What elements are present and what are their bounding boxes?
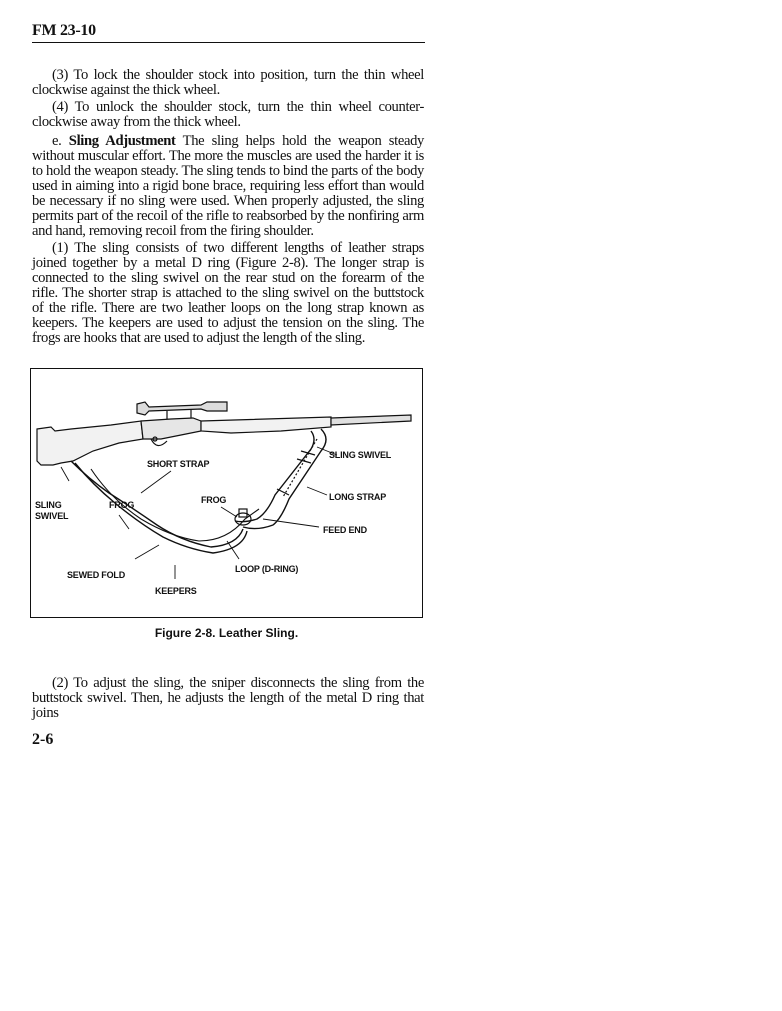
paragraph-3: (3) To lock the shoulder stock into position, turn the thin wheel clockwise against the thick wheel. <box>32 67 424 98</box>
paragraph-e-body: The sling helps hold the weapon steady without muscular effort. The more the muscles are used the harder it is to hold the weapon steady. The sling tends to bind the parts of the body used in aiming into a rigid bone brace, requiring less effort than would be necessary if no sling were used. When properly adjusted, the sling permits part of the recoil of the rifle to reabsorbed by the nonfiring arm and hand, removing recoil from the firing shoulder. <box>32 133 424 239</box>
rifle-barrel <box>331 415 411 425</box>
label-long-strap: LONG STRAP <box>329 492 387 502</box>
paragraph-1: (1) The sling consists of two different lengths of leather straps joined together by a metal D ring (Figure 2-8). The longer strap is connected to the sling swivel on the rear stud on the forearm of the rifle. The shorter strap is attached to the sling swivel on the buttstock of the rifle. There are two leather loops on the long strap known as keepers. The keepers are used to adjust the tension on the sling. The frogs are hooks that are used to adjust the length of the sling. <box>32 240 424 346</box>
rifle-scope <box>137 402 227 415</box>
label-short-strap: SHORT STRAP <box>147 459 210 469</box>
body-text-top <box>32 68 424 350</box>
label-keepers: KEEPERS <box>155 586 197 596</box>
figure-leather-sling <box>30 368 423 618</box>
label-sewed-fold: SEWED FOLD <box>67 570 125 580</box>
manual-number: FM 23-10 <box>32 22 96 39</box>
label-frog-right: FROG <box>201 495 227 505</box>
paragraph-4: (4) To unlock the shoulder stock, turn the thin wheel counter-clockwise away from the thick wheel. <box>32 99 424 130</box>
figure-caption: Figure 2-8. Leather Sling. <box>154 626 299 640</box>
body-text-bottom <box>32 676 424 725</box>
sling-illustration <box>31 369 424 619</box>
d-ring <box>235 513 251 525</box>
sling-adjustment-heading: Sling Adjustment <box>68 133 176 149</box>
label-sling-swivel-left-1: SLING <box>35 500 62 510</box>
page-number: 2-6 <box>32 731 54 748</box>
label-loop: LOOP (D-RING) <box>235 564 299 574</box>
rifle-stock <box>37 421 143 465</box>
label-feed-end: FEED END <box>323 525 367 535</box>
label-sling-swivel-left-2: SWIVEL <box>35 511 69 521</box>
page-header <box>32 22 425 43</box>
paragraph-e <box>32 134 424 239</box>
rifle-action <box>141 418 201 439</box>
paragraph-e-lead: e. <box>52 133 69 149</box>
rifle-forearm <box>201 417 331 433</box>
label-sling-swivel-right: SLING SWIVEL <box>329 450 392 460</box>
paragraph-2: (2) To adjust the sling, the sniper disconnects the sling from the buttstock swivel. Then, he adjusts the length of the metal D ring that joins <box>32 675 424 721</box>
label-frog-left: FROG <box>109 500 135 510</box>
